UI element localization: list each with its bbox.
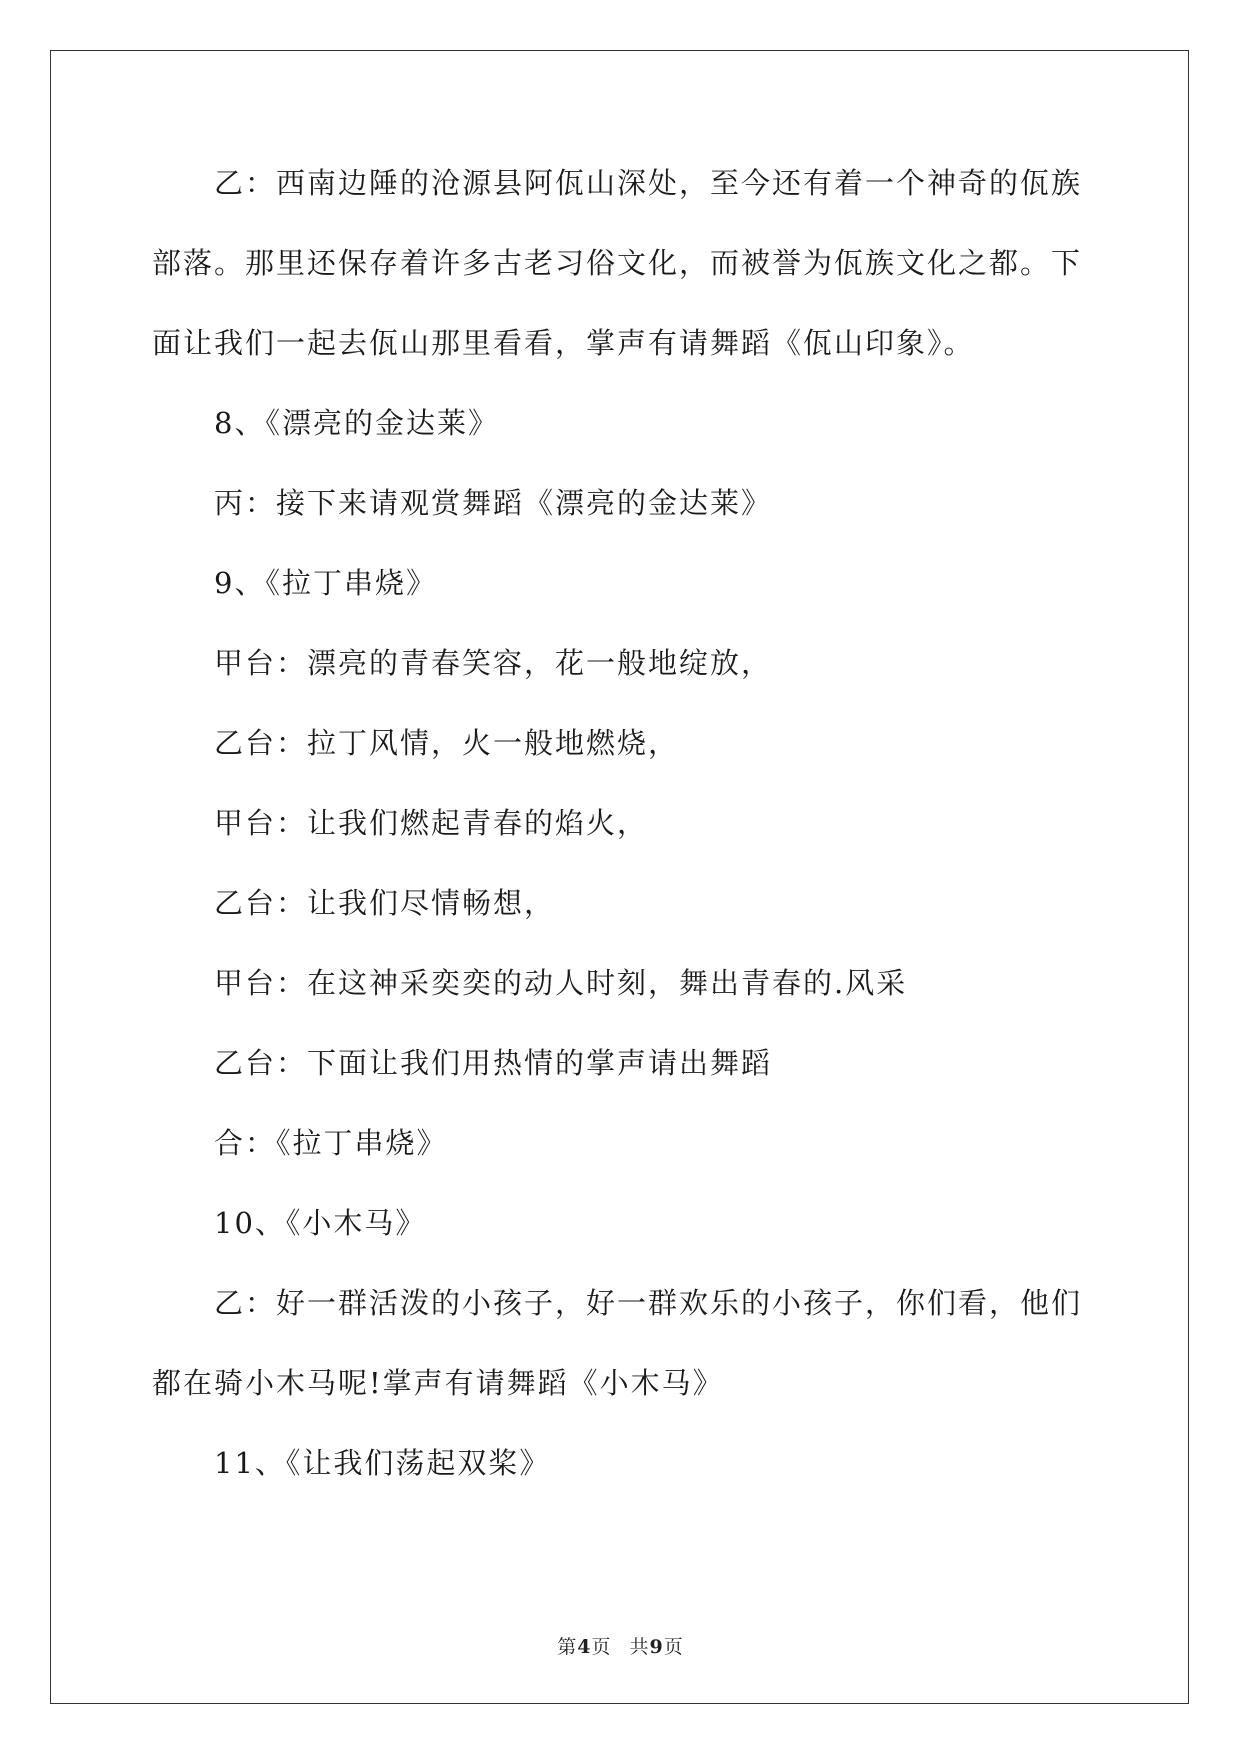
current-page-number: 4 (577, 1636, 592, 1658)
text-line: 都在骑小木马呢!掌声有请舞蹈《小木马》 (152, 1366, 724, 1400)
program-item-9: 9、《拉丁串烧》 (214, 566, 437, 600)
text-line: 部落。那里还保存着许多古老习俗文化，而被誉为佤族文化之都。下 (152, 246, 1083, 280)
program-item-11: 11、《让我们荡起双桨》 (214, 1446, 551, 1480)
text-line: 面让我们一起去佤山那里看看，掌声有请舞蹈《佤山印象》。 (152, 326, 975, 360)
footer-page-unit: 页 (591, 1636, 612, 1658)
paragraph-little-horse (152, 1283, 1092, 1403)
text-line: 乙：好一群活泼的小孩子，好一群欢乐的小孩子，你们看，他们 (214, 1286, 1083, 1320)
document-body (152, 163, 1092, 1523)
host-line-yi-1: 乙台：拉丁风情，火一般地燃烧， (214, 726, 680, 760)
host-line-together: 合：《拉丁串烧》 (214, 1126, 448, 1160)
footer-prefix: 第 (557, 1636, 578, 1658)
page-number-footer (0, 1632, 1241, 1659)
host-line-jia-3: 甲台：在这神采奕奕的动人时刻，舞出青春的.风采 (214, 966, 908, 1000)
paragraph-intro-wa-mountain (152, 163, 1092, 363)
program-item-10: 10、《小木马》 (214, 1206, 427, 1240)
total-page-number: 9 (649, 1636, 664, 1658)
footer-total-prefix: 共 (629, 1636, 650, 1658)
program-item-8: 8、《漂亮的金达莱》 (214, 406, 499, 440)
host-line-bing: 丙：接下来请观赏舞蹈《漂亮的金达莱》 (214, 486, 773, 520)
footer-total-unit: 页 (663, 1636, 684, 1658)
text-line: 乙：西南边陲的沧源县阿佤山深处，至今还有着一个神奇的佤族 (214, 166, 1083, 200)
host-line-jia-2: 甲台：让我们燃起青春的焰火， (214, 806, 649, 840)
host-line-yi-3: 乙台：下面让我们用热情的掌声请出舞蹈 (214, 1046, 773, 1080)
host-line-jia-1: 甲台：漂亮的青春笑容，花一般地绽放， (214, 646, 773, 680)
host-line-yi-2: 乙台：让我们尽情畅想， (214, 886, 556, 920)
